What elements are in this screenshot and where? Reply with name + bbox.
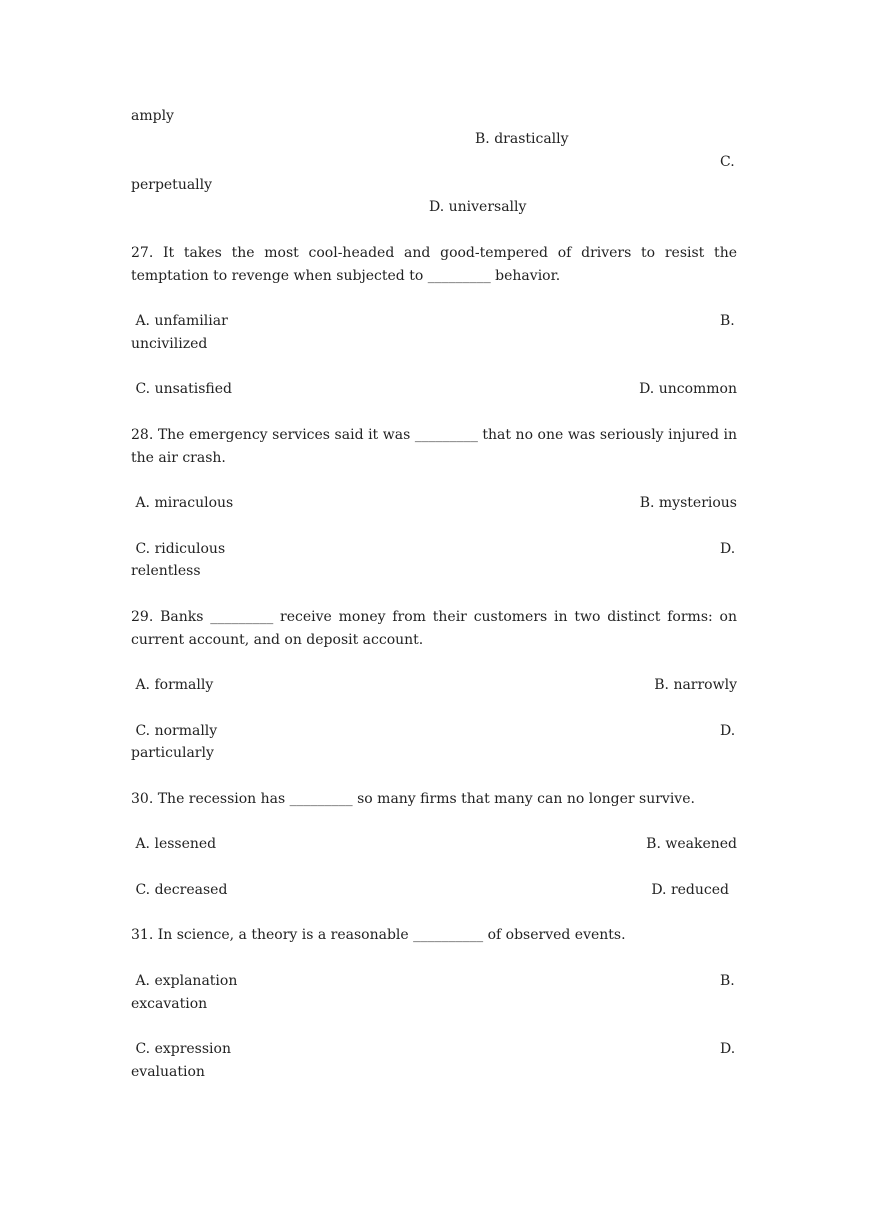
question-27-option-b-text: uncivilized (131, 336, 208, 352)
question-31-stem: 31. In science, a theory is a reasonable __________ of observed events. (131, 927, 626, 943)
question-31-option-c: C. expression (131, 1041, 231, 1057)
option-b: B. drastically (475, 131, 569, 147)
question-30-option-c: C. decreased (131, 882, 228, 898)
question-27-option-d: D. uncommon (639, 381, 737, 397)
question-30-option-b: B. weakened (646, 836, 737, 852)
question-31-option-b-text: excavation (131, 996, 208, 1012)
option-c-text: perpetually (131, 177, 213, 193)
question-31-option-d-text: evaluation (131, 1064, 205, 1080)
option-c-label: C. (720, 154, 735, 170)
question-28-option-d-text: relentless (131, 563, 201, 579)
question-30-stem: 30. The recession has _________ so many firms that many can no longer survive. (131, 791, 695, 807)
question-29-option-d-label: D. (720, 723, 736, 739)
question-31-option-b-label: B. (720, 973, 735, 989)
question-31-option-a: A. explanation (131, 973, 238, 989)
question-29-option-b: B. narrowly (654, 677, 737, 693)
question-28-option-a: A. miraculous (131, 495, 234, 511)
question-31-option-d-label: D. (720, 1041, 736, 1057)
question-29-option-c: C. normally (131, 723, 218, 739)
question-30-option-d: D. reduced (651, 882, 729, 898)
question-27-option-a: A. unfamiliar (131, 313, 228, 329)
question-28-option-d-label: D. (720, 541, 736, 557)
question-27-option-b-label: B. (720, 313, 735, 329)
option-d: D. universally (429, 199, 527, 215)
question-27-stem: 27. It takes the most cool-headed and good-tempered of drivers to resist the temptation to revenge when subjected to _________ behavior. (131, 245, 737, 284)
question-28-option-c: C. ridiculous (131, 541, 226, 557)
question-27-option-c: C. unsatisfied (131, 381, 233, 397)
question-29-option-d-text: particularly (131, 745, 214, 761)
option-a-text: amply (131, 108, 174, 124)
question-28-stem: 28. The emergency services said it was _________ that no one was seriously injured in the air crash. (131, 427, 737, 466)
question-29-option-a: A. formally (131, 677, 214, 693)
question-28-option-b: B. mysterious (639, 495, 737, 511)
question-30-option-a: A. lessened (131, 836, 217, 852)
question-29-stem: 29. Banks _________ receive money from their customers in two distinct forms: on current account, and on deposit account. (131, 609, 737, 648)
